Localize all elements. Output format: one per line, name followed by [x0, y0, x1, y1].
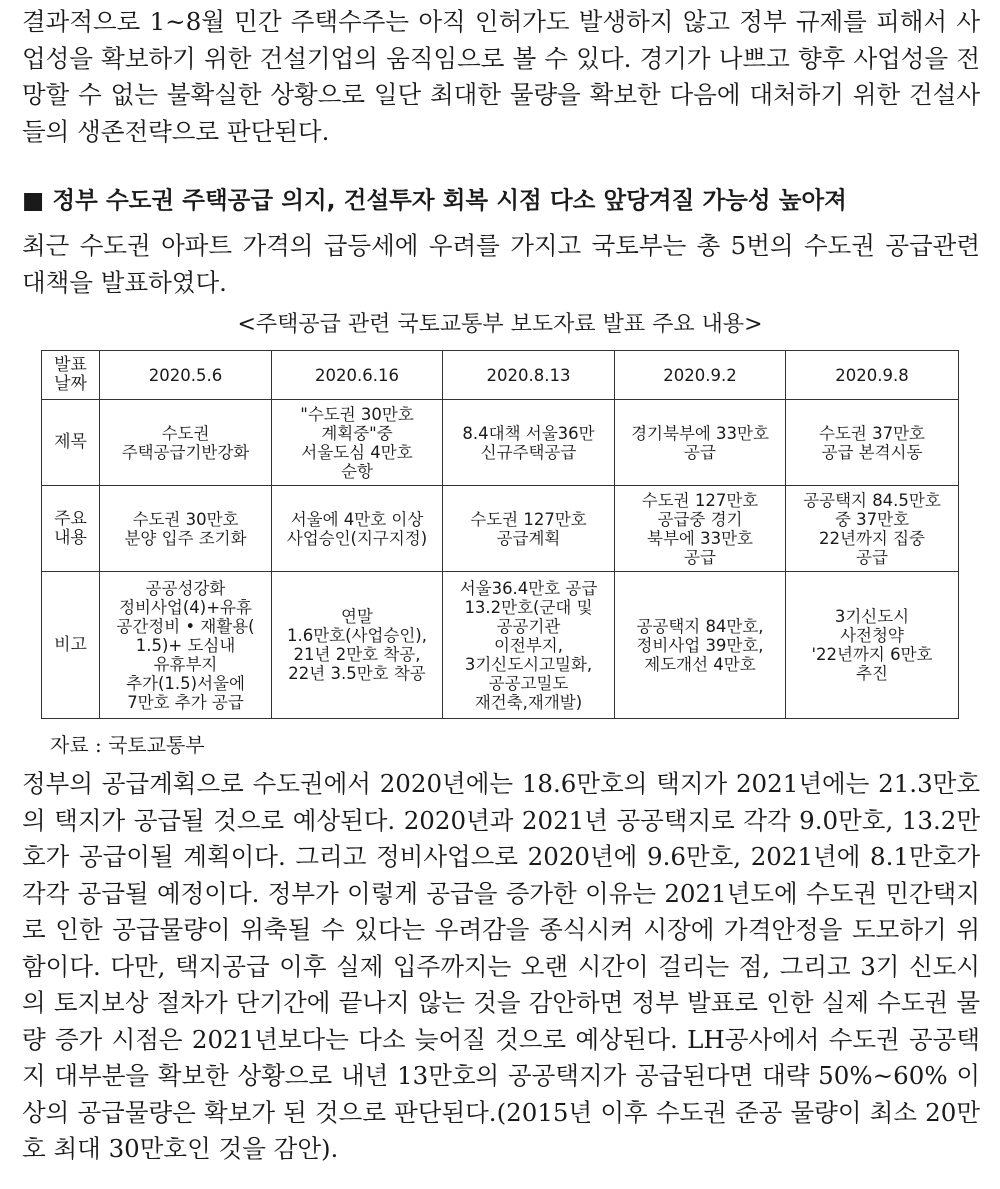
source-note: 자료 : 국토교통부: [50, 733, 205, 757]
table-cell: 수도권 주택공급기반강화: [100, 400, 272, 486]
date-header-cell: 2020.5.6: [100, 351, 272, 400]
table-cell: 수도권 127만호 공급중 경기 북부에 33만호 공급: [615, 486, 786, 572]
table-row: [42, 486, 959, 572]
table-row: [42, 572, 959, 719]
table-cell: 연말 1.6만호(사업승인), 21년 2만호 착공, 22년 3.5만호 착공: [272, 572, 443, 719]
policy-paragraph: 최근 수도권 아파트 가격의 급등세에 우려를 가지고 국토부는 총 5번의 수도권 공급관련 대책을 발표하였다.: [22, 231, 980, 297]
table-cell: 수도권 30만호 분양 입주 조기화: [100, 486, 272, 572]
table-cell: 공공택지 84만호, 정비사업 39만호, 제도개선 4만호: [615, 572, 786, 719]
row-label-cell: 제목: [42, 400, 100, 486]
table-cell: 공공성강화 정비사업(4)+유휴 공간정비 • 재활용( 1.5)+ 도심내 유휴부지 추가(1.5)서울에 7만호 추가 공급: [100, 572, 272, 719]
date-header-cell: 2020.9.8: [786, 351, 959, 400]
table-row: [42, 400, 959, 486]
table-cell: 8.4대책 서울36만 신규주택공급: [443, 400, 615, 486]
date-header-cell: 2020.9.2: [615, 351, 786, 400]
table-cell: 경기북부에 33만호 공급: [615, 400, 786, 486]
table-cell: 수도권 127만호 공급계획: [443, 486, 615, 572]
date-header-cell: 2020.8.13: [443, 351, 615, 400]
table-cell: 수도권 37만호 공급 본격시동: [786, 400, 959, 486]
table-cell: "수도권 30만호 계획중"중 서울도심 4만호 순항: [272, 400, 443, 486]
table-header-row: [42, 351, 959, 400]
row-label-cell: 주요 내용: [42, 486, 100, 572]
table-cell: 3기신도시 사전청약 '22년까지 6만호 추진: [786, 572, 959, 719]
date-header-cell: 2020.6.16: [272, 351, 443, 400]
table-caption: <주택공급 관련 국토교통부 보도자료 발표 주요 내용>: [237, 312, 763, 337]
row-label-cell: 비고: [42, 572, 100, 719]
table-cell: 공공택지 84.5만호 중 37만호 22년까지 집중 공급: [786, 486, 959, 572]
intro-paragraph: 결과적으로 1~8월 민간 주택수주는 아직 인허가도 발생하지 않고 정부 규제를 피해서 사업성을 확보하기 위한 건설기업의 움직임으로 볼 수 있다. 경기가 나쁘고 향후 사업성을 전망할 수 없는 불확실한 상황으로 일단 최대한 물량을 확보한 다음에 대처하기 위한 건설사들의 생존전략으로 판단된다.: [22, 7, 980, 146]
table-cell: 서울36.4만호 공급 13.2만호(군대 및 공공기관 이전부지, 3기신도시고밀화, 공공고밀도 재건축,재개발): [443, 572, 615, 719]
analysis-paragraph: 정부의 공급계획으로 수도권에서 2020년에는 18.6만호의 택지가 2021년에는 21.3만호의 택지가 공급될 것으로 예상된다. 2020년과 2021년 공공택지로 각각 9.0만호, 13.2만호가 공급이될 계획이다. 그리고 정비사업으로 2020년에 9.6만호, 2021년에 8.1만호가 각각 공급될 예정이다. 정부가 이렇게 공급을 증가한 이유는 2021년도에 수도권 민간택지로 인한 공급물량이 위축될 수 있다는 우려감을 종식시켜 시장에 가격안정을 도모하기 위함이다. 다만, 택지공급 이후 실제 입주까지는 오랜 시간이 걸리는 점, 그리고 3기 신도시의 토지보상 절차가 단기간에 끝나지 않는 것을 감안하면 정부 발표로 인한 실제 수도권 물량 증가 시점은 2021년보다는 다소 늦어질 것으로 예상된다. LH공사에서 수도권 공공택지 대부분을 확보한 상황으로 내년 13만호의 공공택지가 공급된다면 대략 50%~60% 이상의 공급물량은 확보가 된 것으로 판단된다.(2015년 이후 수도권 준공 물량이 최소 20만호 최대 30만호인 것을 감안).: [22, 769, 980, 1163]
section-heading: ■ 정부 수도권 주택공급 의지, 건설투자 회복 시점 다소 앞당겨질 가능성 높아져: [22, 186, 847, 214]
supply-announcements-table: [41, 350, 959, 719]
table-cell: 서울에 4만호 이상 사업승인(지구지정): [272, 486, 443, 572]
corner-header-cell: 발표 날짜: [42, 351, 100, 400]
